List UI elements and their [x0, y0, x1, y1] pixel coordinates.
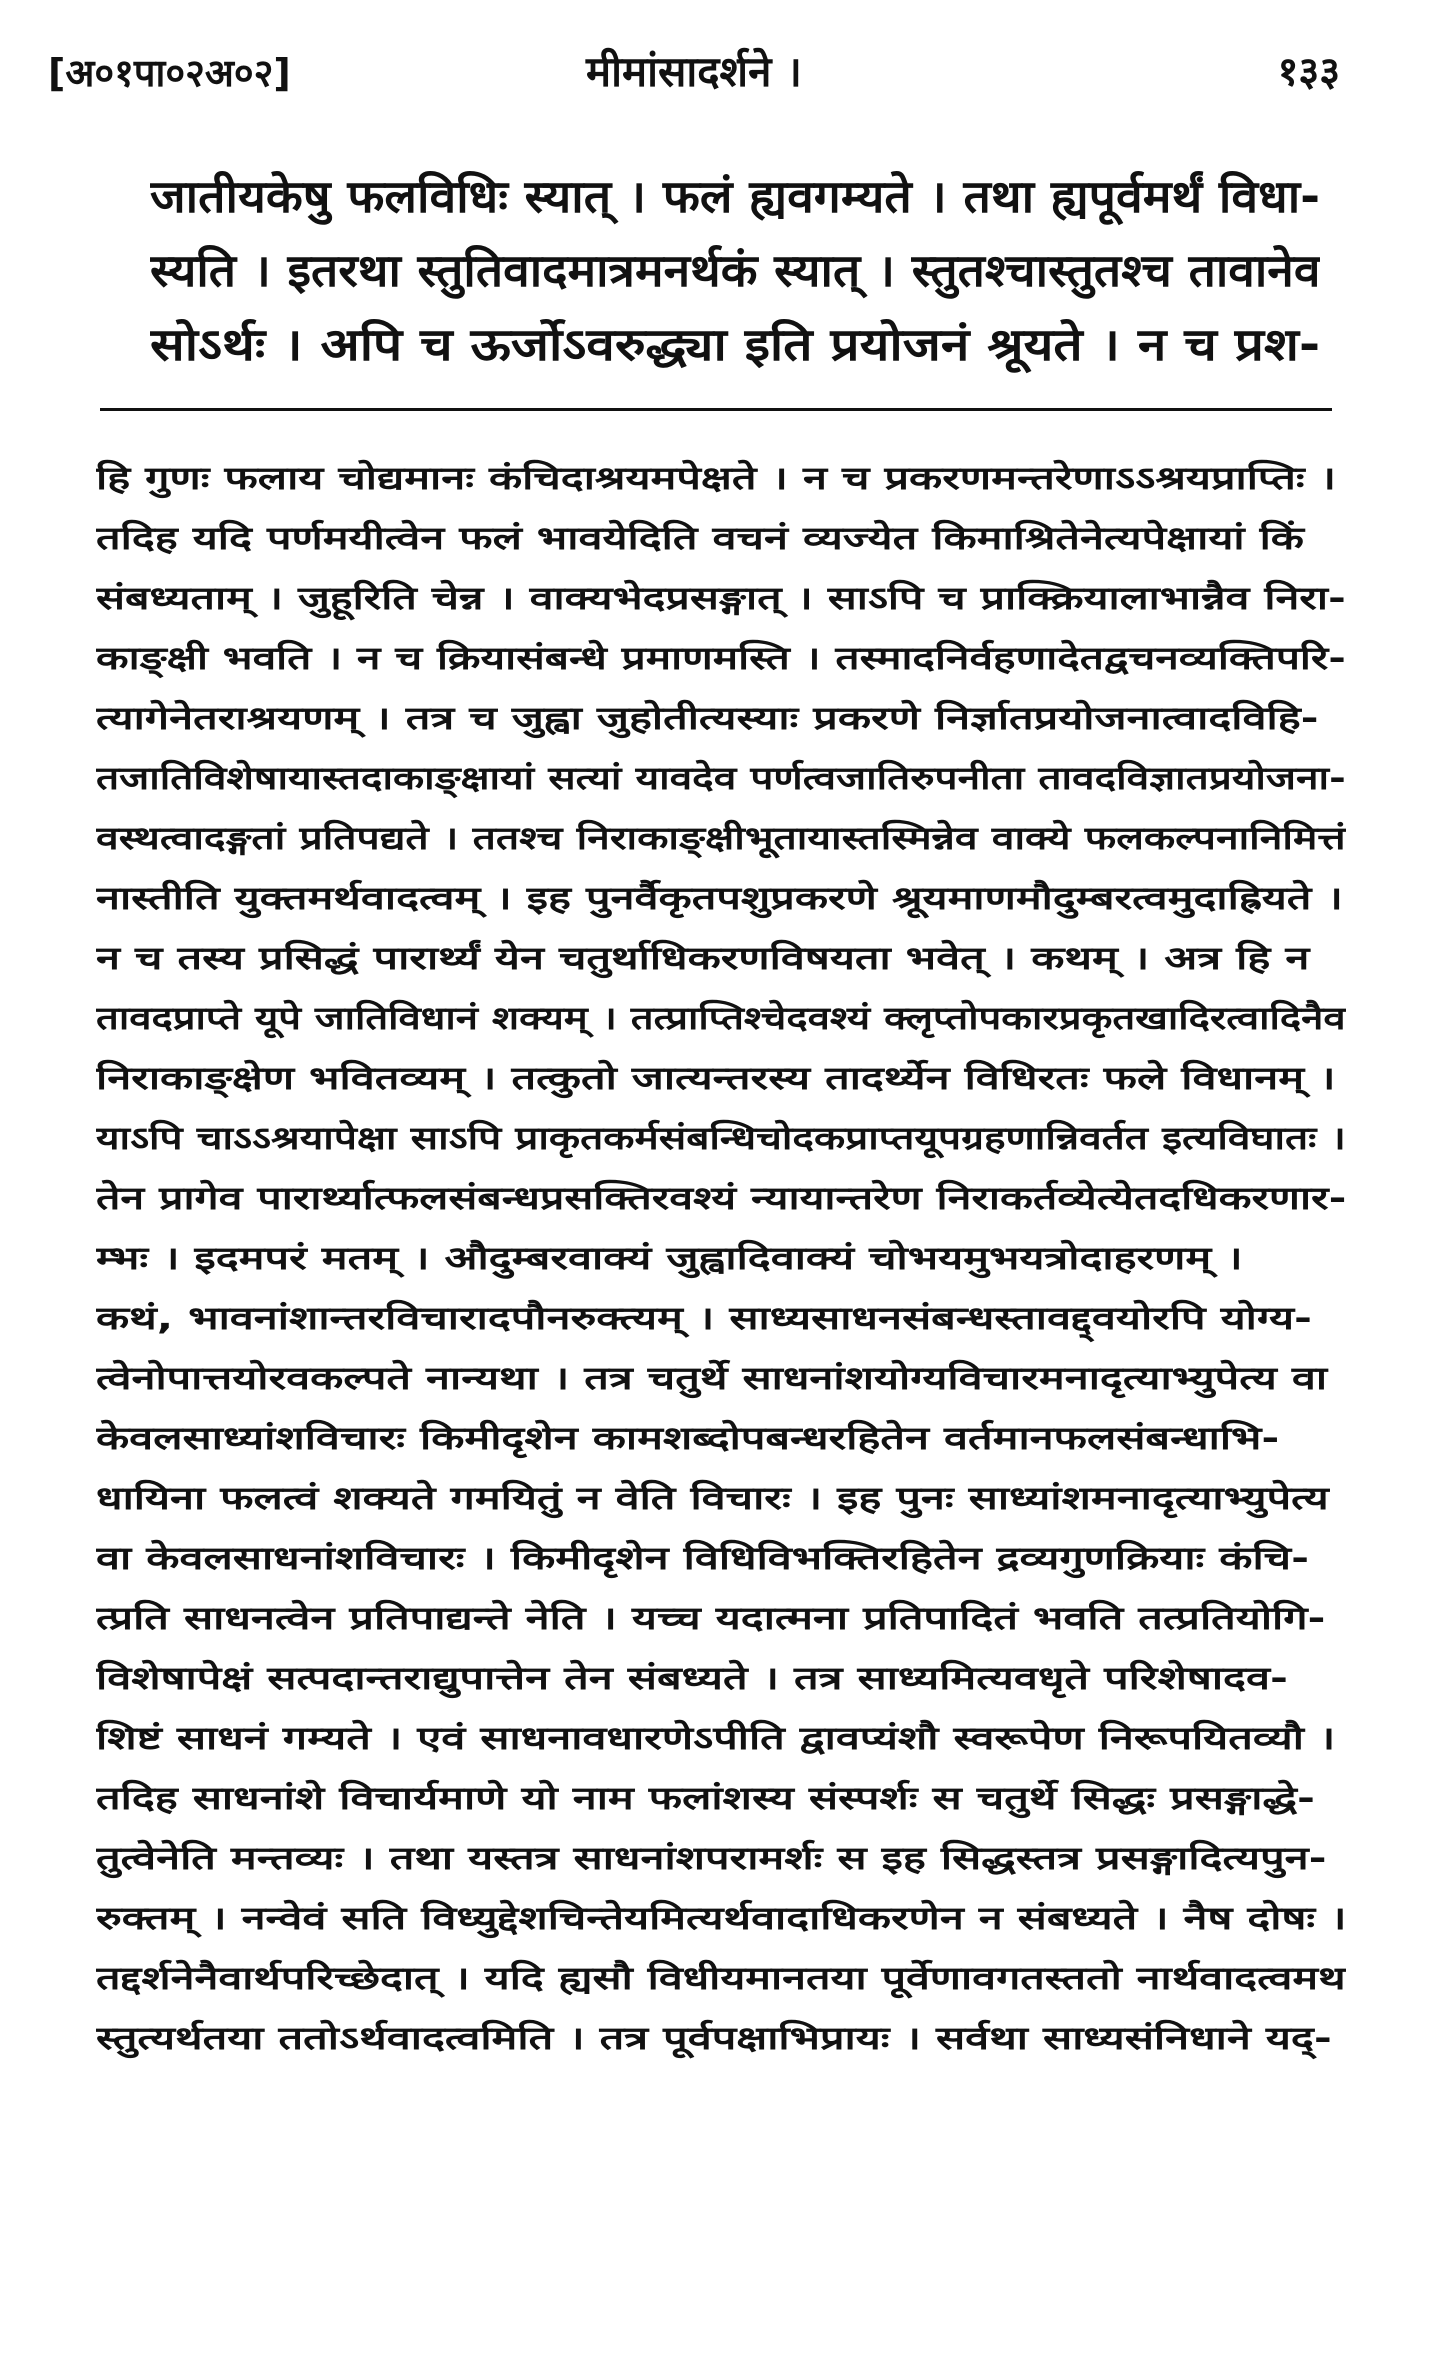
commentary-line: तुत्वेनेति मन्तव्यः । तथा यस्तत्र साधनांशपरामर्शः स इह सिद्धस्तत्र प्रसङ्गादित्यपुन- — [96, 1839, 1327, 1877]
commentary-line: रुक्तम् । नन्वेवं सति विध्युद्देशचिन्तेयमित्यर्थवादाधिकरणेन न संबध्यते । नैष दोषः । — [96, 1899, 1346, 1937]
chapter-reference: [अ०१पा०२अ०२] — [48, 51, 291, 95]
commentary-line: तदिह साधनांशे विचार्यमाणे यो नाम फलांशस्य संस्पर्शः स चतुर्थे सिद्धः प्रसङ्गाद्धे- — [96, 1779, 1315, 1817]
page-header — [48, 30, 1340, 108]
sutra-line: जातीयकेषु फलविधिः स्यात् । फलं ह्यवगम्यते । तथा ह्यपूर्वमर्थं विधा- — [150, 170, 1320, 223]
sutra-text-block — [150, 160, 1320, 382]
commentary-line: वस्थत्वादङ्गतां प्रतिपद्यते । ततश्च निराकाङ्क्षीभूतायास्तस्मिन्नेव वाक्ये फलकल्पनानिमित्तं — [96, 819, 1346, 857]
sutra-line: सोऽर्थः । अपि च ऊर्जोऽवरुद्ध्या इति प्रयोजनं श्रूयते । न च प्रश- — [150, 318, 1320, 371]
divider-rule — [100, 408, 1332, 411]
commentary-line: केवलसाध्यांशविचारः किमीदृशेन कामशब्दोपबन्धरहितेन वर्तमानफलसंबन्धाभि- — [96, 1419, 1280, 1457]
commentary-line: स्तुत्यर्थतया ततोऽर्थवादत्वमिति । तत्र पूर्वपक्षाभिप्रायः । सर्वथा साध्यसंनिधाने यद्- — [96, 2019, 1332, 2057]
commentary-line: म्भः । इदमपरं मतम् । औदुम्बरवाक्यं जुह्वादिवाक्यं चोभयमुभयत्रोदाहरणम् । — [96, 1239, 1243, 1277]
commentary-line: तद्दर्शनेनैवार्थपरिच्छेदात् । यदि ह्यसौ विधीयमानतया पूर्वेणावगतस्ततो नार्थवादत्वमथ — [96, 1959, 1346, 1997]
page-number: १३३ — [1277, 49, 1340, 95]
commentary-line: न च तस्य प्रसिद्धं पारार्थ्यं येन चतुर्थाधिकरणविषयता भवेत् । कथम् । अत्र हि न — [96, 939, 1310, 977]
running-title: मीमांसादर्शने । — [586, 47, 802, 96]
commentary-line: निराकाङ्क्षेण भवितव्यम् । तत्कुतो जात्यन्तरस्य तादर्थ्येन विधिरतः फले विधानम् । — [96, 1059, 1336, 1097]
commentary-line: तजातिविशेषायास्तदाकाङ्क्षायां सत्यां यावदेव पर्णत्वजातिरुपनीता तावदविज्ञातप्रयोजना- — [96, 759, 1346, 797]
commentary-line: त्प्रति साधनत्वेन प्रतिपाद्यन्ते नेति । यच्च यदात्मना प्रतिपादितं भवति तत्प्रतियोगि- — [96, 1599, 1326, 1637]
commentary-line: हि गुणः फलाय चोद्यमानः कंचिदाश्रयमपेक्षते । न च प्रकरणमन्तरेणाऽऽश्रयप्राप्तिः । — [96, 459, 1336, 497]
commentary-line: काङ्क्षी भवति । न च क्रियासंबन्धे प्रमाणमस्ति । तस्मादनिर्वहणादेतद्वचनव्यक्तिपरि- — [96, 639, 1346, 677]
commentary-line: त्वेनोपात्तयोरवकल्पते नान्यथा । तत्र चतुर्थे साधनांशयोग्यविचारमनादृत्याभ्युपेत्य वा — [96, 1359, 1328, 1397]
commentary-line: वा केवलसाधनांशविचारः । किमीदृशेन विधिविभक्तिरहितेन द्रव्यगुणक्रियाः कंचि- — [96, 1539, 1310, 1577]
commentary-text-block — [96, 448, 1346, 2068]
commentary-line: कथं, भावनांशान्तरविचारादपौनरुक्त्यम् । साध्यसाधनसंबन्धस्तावद्द्वयोरपि योग्य- — [96, 1299, 1312, 1337]
commentary-line: तदिह यदि पर्णमयीत्वेन फलं भावयेदिति वचनं व्यज्येत किमाश्रितेनेत्यपेक्षायां किं — [96, 519, 1304, 557]
commentary-line: विशेषापेक्षं सत्पदान्तराद्युपात्तेन तेन संबध्यते । तत्र साध्यमित्यवधृते परिशेषादव- — [96, 1659, 1288, 1697]
commentary-line: संबध्यताम् । जुहूरिति चेन्न । वाक्यभेदप्रसङ्गात् । साऽपि च प्राक्क्रियालाभान्नैव निरा- — [96, 579, 1346, 617]
commentary-line: त्यागेनेतराश्रयणम् । तत्र च जुह्वा जुहोतीत्यस्याः प्रकरणे निर्ज्ञातप्रयोजनात्वादविहि- — [96, 699, 1319, 737]
commentary-line: शिष्टं साधनं गम्यते । एवं साधनावधारणेऽपीति द्वावप्यंशौ स्वरूपेण निरूपयितव्यौ । — [96, 1719, 1336, 1757]
commentary-line: धायिना फलत्वं शक्यते गमयितुं न वेति विचारः । इह पुनः साध्यांशमनादृत्याभ्युपेत्य — [96, 1479, 1329, 1517]
commentary-line: नास्तीति युक्तमर्थवादत्वम् । इह पुनर्वैकृतपशुप्रकरणे श्रूयमाणमौदुम्बरत्वमुदाह्रियते । — [96, 879, 1343, 917]
sutra-line: स्यति । इतरथा स्तुतिवादमात्रमनर्थकं स्यात् । स्तुतश्चास्तुतश्च तावानेव — [150, 244, 1320, 297]
commentary-line: तेन प्रागेव पारार्थ्यात्फलसंबन्धप्रसक्तिरवश्यं न्यायान्तरेण निराकर्तव्येत्येतदधिकरणार- — [96, 1179, 1346, 1217]
commentary-line: तावदप्राप्ते यूपे जातिविधानं शक्यम् । तत्प्राप्तिश्चेदवश्यं क्लृप्तोपकारप्रकृतखादिरत्वादिनैव — [96, 999, 1346, 1037]
commentary-line: याऽपि चाऽऽश्रयापेक्षा साऽपि प्राकृतकर्मसंबन्धिचोदकप्राप्तयूपग्रहणान्निवर्तत इत्यविघातः । — [96, 1119, 1346, 1157]
